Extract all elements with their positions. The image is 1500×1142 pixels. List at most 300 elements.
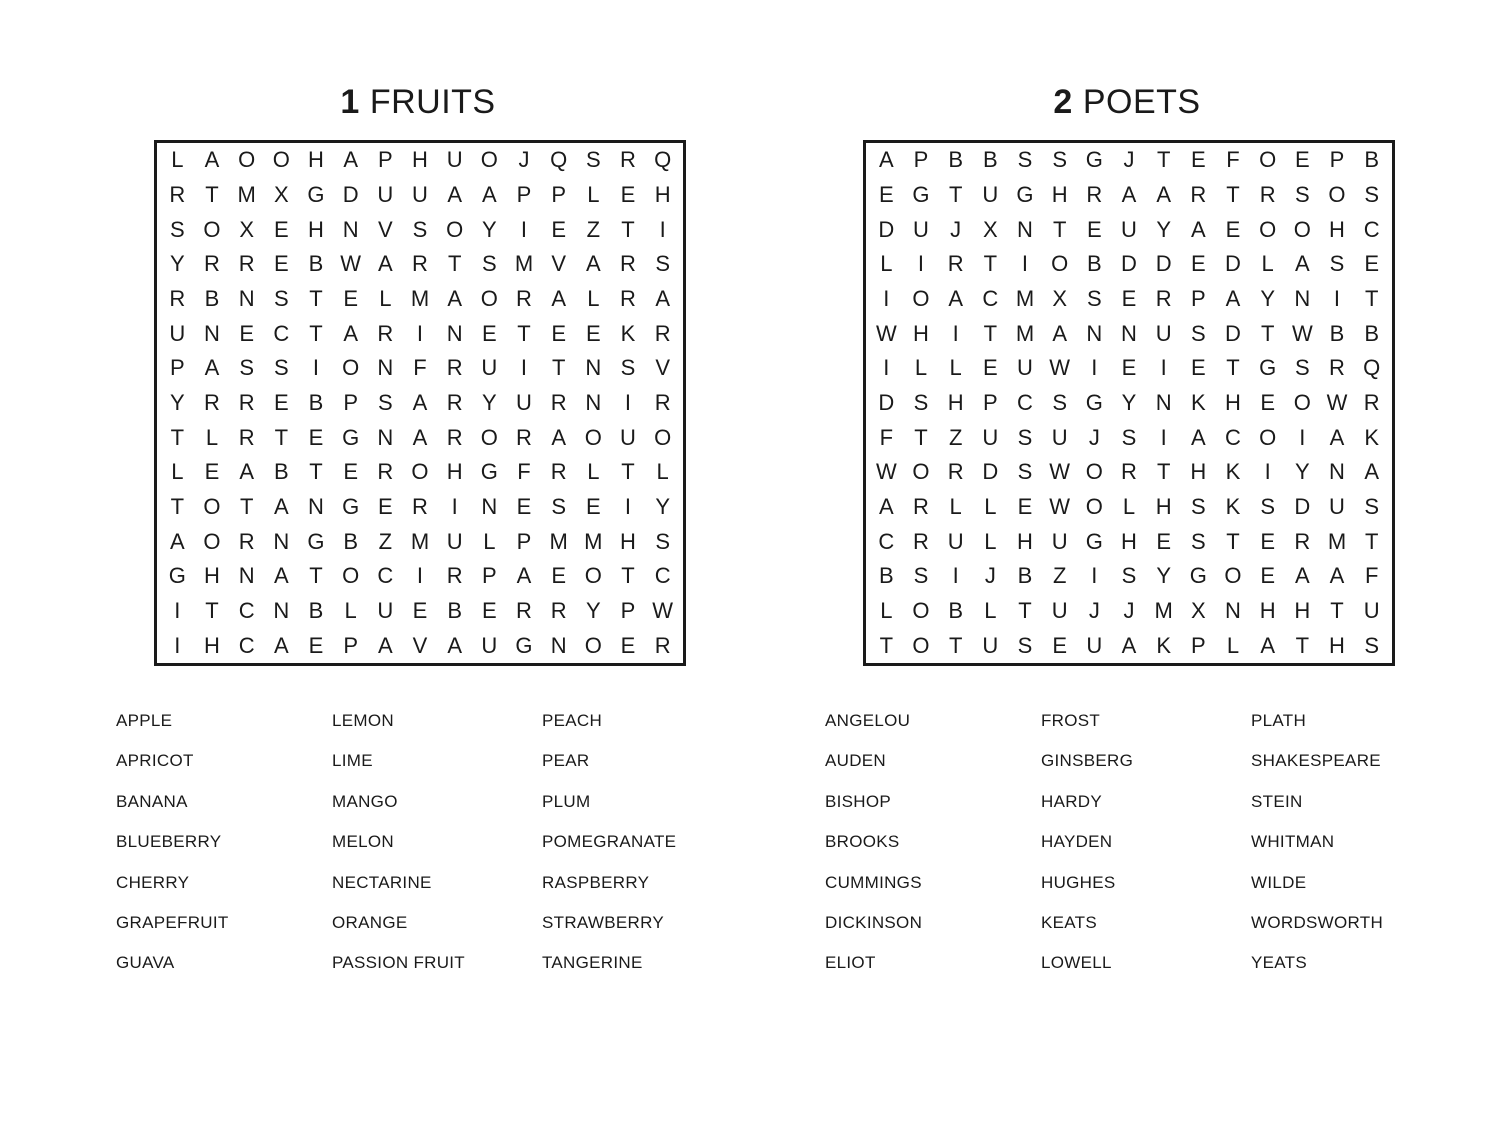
grid-letter[interactable]: R: [516, 285, 532, 311]
grid-letter[interactable]: S: [1190, 320, 1206, 346]
grid-letter[interactable]: U: [1086, 632, 1103, 658]
grid-letter[interactable]: D: [982, 459, 999, 485]
grid-letter[interactable]: H: [1017, 528, 1033, 554]
grid-letter[interactable]: U: [377, 597, 394, 623]
grid-letter[interactable]: R: [550, 389, 567, 415]
grid-letter[interactable]: T: [1018, 597, 1032, 623]
grid-letter[interactable]: A: [1329, 563, 1345, 589]
grid-letter[interactable]: O: [1259, 216, 1277, 242]
grid-letter[interactable]: O: [1328, 181, 1346, 207]
grid-letter[interactable]: E: [343, 459, 358, 485]
grid-letter[interactable]: O: [912, 632, 930, 658]
grid-letter[interactable]: X: [982, 216, 998, 242]
grid-letter[interactable]: S: [1294, 181, 1310, 207]
grid-letter[interactable]: P: [913, 147, 929, 173]
grid-letter[interactable]: H: [308, 147, 324, 173]
grid-letter[interactable]: A: [551, 285, 566, 311]
grid-letter[interactable]: H: [620, 528, 636, 554]
grid-letter[interactable]: I: [624, 389, 632, 415]
grid-letter[interactable]: A: [878, 147, 894, 173]
grid-letter[interactable]: E: [239, 320, 254, 346]
grid-letter[interactable]: I: [952, 320, 959, 346]
grid-letter[interactable]: L: [880, 597, 893, 623]
grid-letter[interactable]: H: [1051, 181, 1068, 207]
grid-letter[interactable]: S: [273, 285, 289, 311]
grid-letter[interactable]: J: [1123, 597, 1135, 623]
grid-letter[interactable]: O: [584, 632, 602, 658]
grid-letter[interactable]: N: [238, 563, 255, 589]
grid-letter[interactable]: S: [169, 216, 185, 242]
grid-letter[interactable]: A: [239, 459, 254, 485]
grid-letter[interactable]: U: [446, 528, 463, 554]
grid-letter[interactable]: B: [1329, 320, 1345, 346]
grid-letter[interactable]: A: [204, 355, 220, 381]
grid-letter[interactable]: N: [550, 632, 567, 658]
grid-letter[interactable]: L: [587, 181, 600, 207]
puzzle-1-letter-grid[interactable]: [154, 140, 686, 666]
grid-letter[interactable]: H: [1294, 597, 1311, 623]
grid-letter[interactable]: N: [273, 597, 290, 623]
grid-letter[interactable]: E: [551, 563, 566, 589]
grid-letter[interactable]: A: [204, 147, 220, 173]
grid-letter[interactable]: R: [550, 459, 567, 485]
grid-letter[interactable]: U: [481, 355, 498, 381]
grid-letter[interactable]: E: [1190, 147, 1206, 173]
grid-letter[interactable]: B: [982, 147, 998, 173]
grid-letter[interactable]: S: [913, 389, 929, 415]
grid-letter[interactable]: I: [520, 216, 528, 242]
grid-letter[interactable]: B: [343, 528, 358, 554]
grid-letter[interactable]: L: [483, 528, 496, 554]
grid-letter[interactable]: B: [1364, 320, 1379, 346]
grid-letter[interactable]: P: [551, 181, 566, 207]
grid-letter[interactable]: R: [377, 459, 394, 485]
grid-letter[interactable]: M: [1327, 528, 1347, 554]
grid-letter[interactable]: G: [307, 528, 325, 554]
grid-letter[interactable]: O: [203, 216, 221, 242]
grid-letter[interactable]: S: [551, 493, 566, 519]
grid-letter[interactable]: E: [273, 389, 289, 415]
grid-letter[interactable]: H: [446, 459, 463, 485]
grid-letter[interactable]: P: [169, 355, 185, 381]
grid-letter[interactable]: A: [1190, 424, 1206, 450]
grid-letter[interactable]: B: [1086, 251, 1102, 277]
grid-letter[interactable]: P: [481, 563, 497, 589]
grid-letter[interactable]: R: [238, 251, 255, 277]
grid-letter[interactable]: E: [1225, 216, 1241, 242]
grid-letter[interactable]: S: [1364, 493, 1379, 519]
grid-letter[interactable]: H: [1329, 632, 1345, 658]
grid-letter[interactable]: K: [1225, 493, 1241, 519]
grid-letter[interactable]: G: [1085, 147, 1103, 173]
grid-letter[interactable]: S: [1190, 493, 1206, 519]
grid-letter[interactable]: T: [239, 493, 254, 519]
grid-letter[interactable]: R: [446, 424, 463, 450]
grid-letter[interactable]: N: [308, 493, 324, 519]
grid-letter[interactable]: N: [585, 355, 602, 381]
grid-letter[interactable]: C: [982, 285, 999, 311]
grid-letter[interactable]: O: [584, 424, 602, 450]
grid-letter[interactable]: J: [1088, 597, 1100, 623]
grid-letter[interactable]: R: [238, 424, 255, 450]
grid-letter[interactable]: J: [1123, 147, 1135, 173]
grid-letter[interactable]: O: [912, 459, 930, 485]
grid-letter[interactable]: Z: [1052, 563, 1067, 589]
grid-letter[interactable]: G: [342, 424, 360, 450]
grid-letter[interactable]: E: [308, 424, 324, 450]
grid-letter[interactable]: U: [1363, 597, 1380, 623]
grid-letter[interactable]: R: [654, 320, 671, 346]
grid-letter[interactable]: E: [1190, 355, 1206, 381]
grid-letter[interactable]: U: [1051, 528, 1068, 554]
grid-letter[interactable]: P: [1190, 632, 1206, 658]
grid-letter[interactable]: E: [551, 216, 566, 242]
grid-letter[interactable]: O: [584, 563, 602, 589]
grid-letter[interactable]: C: [273, 320, 290, 346]
grid-letter[interactable]: R: [446, 355, 463, 381]
grid-letter[interactable]: A: [343, 320, 358, 346]
grid-letter[interactable]: G: [480, 459, 498, 485]
grid-letter[interactable]: E: [620, 181, 636, 207]
grid-letter[interactable]: S: [1086, 285, 1102, 311]
grid-letter[interactable]: I: [520, 355, 528, 381]
grid-letter[interactable]: S: [1017, 632, 1033, 658]
grid-letter[interactable]: N: [1086, 320, 1103, 346]
grid-letter[interactable]: M: [237, 181, 256, 207]
grid-letter[interactable]: R: [620, 147, 636, 173]
grid-letter[interactable]: W: [875, 459, 897, 485]
grid-letter[interactable]: A: [273, 563, 289, 589]
grid-letter[interactable]: A: [1260, 632, 1275, 658]
grid-letter[interactable]: J: [950, 216, 962, 242]
grid-letter[interactable]: S: [620, 355, 636, 381]
grid-letter[interactable]: T: [274, 424, 289, 450]
grid-letter[interactable]: C: [878, 528, 895, 554]
grid-letter[interactable]: O: [342, 355, 360, 381]
grid-letter[interactable]: N: [481, 493, 498, 519]
grid-letter[interactable]: I: [174, 597, 181, 623]
grid-letter[interactable]: Y: [1294, 459, 1310, 485]
grid-letter[interactable]: W: [340, 251, 362, 277]
grid-letter[interactable]: R: [913, 528, 929, 554]
grid-letter[interactable]: T: [1226, 355, 1240, 381]
grid-letter[interactable]: I: [312, 355, 320, 381]
grid-letter[interactable]: H: [204, 632, 220, 658]
grid-letter[interactable]: O: [1085, 459, 1103, 485]
grid-letter[interactable]: A: [551, 424, 566, 450]
grid-letter[interactable]: I: [1299, 424, 1306, 450]
grid-letter[interactable]: C: [377, 563, 394, 589]
grid-letter[interactable]: A: [1225, 285, 1241, 311]
grid-letter[interactable]: E: [620, 632, 636, 658]
grid-letter[interactable]: L: [379, 285, 392, 311]
grid-letter[interactable]: P: [343, 389, 358, 415]
grid-letter[interactable]: Y: [169, 251, 185, 277]
grid-letter[interactable]: P: [377, 147, 393, 173]
grid-letter[interactable]: I: [174, 632, 181, 658]
grid-letter[interactable]: L: [949, 355, 962, 381]
grid-letter[interactable]: K: [1156, 632, 1171, 658]
grid-letter[interactable]: O: [203, 528, 221, 554]
grid-letter[interactable]: X: [239, 216, 254, 242]
grid-letter[interactable]: N: [204, 320, 220, 346]
grid-letter[interactable]: E: [481, 597, 497, 623]
grid-letter[interactable]: K: [1225, 459, 1241, 485]
grid-letter[interactable]: G: [342, 493, 360, 519]
grid-letter[interactable]: D: [878, 216, 895, 242]
grid-letter[interactable]: R: [446, 563, 463, 589]
grid-letter[interactable]: S: [412, 216, 428, 242]
grid-letter[interactable]: L: [171, 459, 184, 485]
grid-letter[interactable]: U: [1329, 493, 1345, 519]
grid-letter[interactable]: I: [883, 355, 890, 381]
grid-letter[interactable]: E: [412, 597, 428, 623]
grid-letter[interactable]: U: [982, 424, 999, 450]
grid-letter[interactable]: H: [913, 320, 929, 346]
grid-letter[interactable]: I: [1160, 424, 1167, 450]
grid-letter[interactable]: H: [947, 389, 964, 415]
grid-letter[interactable]: T: [1260, 320, 1275, 346]
grid-letter[interactable]: R: [1086, 181, 1103, 207]
grid-letter[interactable]: W: [1049, 459, 1071, 485]
grid-letter[interactable]: U: [481, 632, 498, 658]
grid-letter[interactable]: R: [446, 389, 463, 415]
grid-letter[interactable]: M: [549, 528, 568, 554]
grid-letter[interactable]: U: [982, 181, 999, 207]
grid-letter[interactable]: S: [481, 251, 497, 277]
grid-letter[interactable]: T: [1295, 632, 1310, 658]
grid-letter[interactable]: R: [654, 632, 671, 658]
grid-letter[interactable]: E: [1052, 632, 1067, 658]
grid-letter[interactable]: N: [342, 216, 359, 242]
grid-letter[interactable]: A: [516, 563, 532, 589]
grid-letter[interactable]: O: [1085, 493, 1103, 519]
grid-letter[interactable]: I: [1021, 251, 1029, 277]
grid-letter[interactable]: E: [516, 493, 532, 519]
grid-letter[interactable]: L: [1226, 632, 1240, 658]
grid-letter[interactable]: I: [1091, 563, 1098, 589]
grid-letter[interactable]: E: [585, 493, 601, 519]
grid-letter[interactable]: T: [1226, 528, 1240, 554]
grid-letter[interactable]: W: [875, 320, 897, 346]
grid-letter[interactable]: A: [1052, 320, 1067, 346]
grid-letter[interactable]: U: [169, 320, 186, 346]
grid-letter[interactable]: H: [1190, 459, 1207, 485]
grid-letter[interactable]: T: [205, 597, 219, 623]
grid-letter[interactable]: B: [948, 597, 963, 623]
grid-letter[interactable]: F: [1364, 563, 1379, 589]
grid-letter[interactable]: E: [878, 181, 894, 207]
grid-letter[interactable]: S: [1364, 632, 1379, 658]
grid-letter[interactable]: S: [1017, 459, 1033, 485]
grid-letter[interactable]: R: [412, 493, 428, 519]
grid-letter[interactable]: M: [1015, 285, 1035, 311]
grid-letter[interactable]: O: [480, 147, 498, 173]
puzzle-2-letter-grid[interactable]: [863, 140, 1395, 666]
grid-letter[interactable]: I: [917, 251, 925, 277]
grid-letter[interactable]: R: [620, 251, 636, 277]
grid-letter[interactable]: R: [654, 389, 671, 415]
grid-letter[interactable]: G: [168, 563, 186, 589]
grid-letter[interactable]: A: [377, 632, 393, 658]
grid-letter[interactable]: G: [1259, 355, 1277, 381]
grid-letter[interactable]: I: [1160, 355, 1167, 381]
grid-letter[interactable]: U: [1155, 320, 1172, 346]
grid-letter[interactable]: A: [585, 251, 601, 277]
grid-letter[interactable]: D: [1225, 320, 1241, 346]
grid-letter[interactable]: S: [273, 355, 289, 381]
grid-letter[interactable]: E: [1017, 493, 1033, 519]
grid-letter[interactable]: A: [273, 493, 289, 519]
grid-letter[interactable]: O: [1259, 424, 1277, 450]
grid-letter[interactable]: P: [620, 597, 636, 623]
grid-letter[interactable]: U: [913, 216, 929, 242]
grid-letter[interactable]: A: [1364, 459, 1379, 485]
grid-letter[interactable]: I: [1333, 285, 1341, 311]
grid-letter[interactable]: B: [273, 459, 289, 485]
grid-letter[interactable]: S: [1017, 424, 1033, 450]
grid-letter[interactable]: T: [309, 459, 323, 485]
grid-letter[interactable]: T: [1364, 528, 1379, 554]
grid-letter[interactable]: O: [238, 147, 256, 173]
grid-letter[interactable]: S: [585, 147, 601, 173]
grid-letter[interactable]: K: [1364, 424, 1379, 450]
grid-letter[interactable]: O: [203, 493, 221, 519]
grid-letter[interactable]: O: [1293, 389, 1311, 415]
grid-letter[interactable]: A: [948, 285, 963, 311]
grid-letter[interactable]: T: [621, 563, 635, 589]
grid-letter[interactable]: T: [983, 251, 998, 277]
grid-letter[interactable]: B: [1017, 563, 1033, 589]
grid-letter[interactable]: H: [654, 181, 671, 207]
grid-letter[interactable]: Y: [1260, 285, 1275, 311]
grid-letter[interactable]: T: [1156, 147, 1171, 173]
grid-letter[interactable]: O: [480, 424, 498, 450]
grid-letter[interactable]: Z: [378, 528, 393, 554]
grid-letter[interactable]: T: [879, 632, 894, 658]
grid-letter[interactable]: T: [517, 320, 531, 346]
grid-letter[interactable]: N: [585, 389, 602, 415]
grid-letter[interactable]: R: [947, 251, 964, 277]
grid-letter[interactable]: A: [447, 285, 462, 311]
grid-letter[interactable]: R: [204, 251, 220, 277]
grid-letter[interactable]: A: [1294, 563, 1310, 589]
grid-letter[interactable]: E: [1121, 285, 1137, 311]
grid-letter[interactable]: Y: [1156, 216, 1171, 242]
grid-letter[interactable]: O: [1051, 251, 1069, 277]
grid-letter[interactable]: O: [912, 597, 930, 623]
grid-letter[interactable]: R: [412, 251, 428, 277]
grid-letter[interactable]: A: [447, 181, 462, 207]
grid-letter[interactable]: E: [308, 632, 324, 658]
grid-letter[interactable]: B: [878, 563, 894, 589]
grid-letter[interactable]: U: [1017, 355, 1033, 381]
grid-letter[interactable]: V: [551, 251, 566, 277]
grid-letter[interactable]: A: [447, 632, 462, 658]
grid-letter[interactable]: R: [1329, 355, 1345, 381]
grid-letter[interactable]: V: [655, 355, 670, 381]
grid-letter[interactable]: U: [1051, 424, 1068, 450]
grid-letter[interactable]: T: [621, 216, 635, 242]
grid-letter[interactable]: N: [377, 355, 394, 381]
grid-letter[interactable]: T: [1226, 181, 1240, 207]
grid-letter[interactable]: L: [1122, 493, 1136, 519]
grid-letter[interactable]: W: [652, 597, 674, 623]
grid-letter[interactable]: L: [984, 597, 997, 623]
grid-letter[interactable]: T: [1364, 285, 1379, 311]
grid-letter[interactable]: P: [343, 632, 358, 658]
grid-letter[interactable]: M: [1154, 597, 1173, 623]
grid-letter[interactable]: H: [1329, 216, 1345, 242]
grid-letter[interactable]: B: [948, 147, 963, 173]
grid-letter[interactable]: L: [344, 597, 357, 623]
grid-letter[interactable]: S: [655, 528, 670, 554]
grid-letter[interactable]: B: [308, 251, 324, 277]
grid-letter[interactable]: U: [1051, 597, 1068, 623]
grid-letter[interactable]: A: [1121, 632, 1137, 658]
grid-letter[interactable]: I: [1264, 459, 1271, 485]
grid-letter[interactable]: S: [239, 355, 254, 381]
grid-letter[interactable]: K: [620, 320, 636, 346]
grid-letter[interactable]: T: [1330, 597, 1344, 623]
grid-letter[interactable]: S: [1190, 528, 1206, 554]
grid-letter[interactable]: R: [1294, 528, 1311, 554]
grid-letter[interactable]: H: [1121, 528, 1137, 554]
grid-letter[interactable]: B: [308, 597, 324, 623]
grid-letter[interactable]: R: [516, 424, 532, 450]
grid-letter[interactable]: Y: [1121, 389, 1137, 415]
grid-letter[interactable]: A: [1294, 251, 1310, 277]
grid-letter[interactable]: E: [982, 355, 998, 381]
grid-letter[interactable]: Y: [481, 216, 497, 242]
grid-letter[interactable]: I: [952, 563, 959, 589]
grid-letter[interactable]: H: [308, 216, 324, 242]
grid-letter[interactable]: O: [1259, 147, 1277, 173]
grid-letter[interactable]: E: [585, 320, 601, 346]
grid-letter[interactable]: T: [621, 459, 635, 485]
grid-letter[interactable]: Z: [948, 424, 963, 450]
grid-letter[interactable]: I: [624, 493, 632, 519]
grid-letter[interactable]: W: [1291, 320, 1313, 346]
grid-letter[interactable]: A: [655, 285, 670, 311]
grid-letter[interactable]: N: [446, 320, 463, 346]
grid-letter[interactable]: N: [238, 285, 255, 311]
grid-letter[interactable]: Q: [1363, 355, 1381, 381]
grid-letter[interactable]: S: [1052, 389, 1067, 415]
grid-letter[interactable]: A: [343, 147, 358, 173]
grid-letter[interactable]: Q: [654, 147, 672, 173]
grid-letter[interactable]: F: [517, 459, 531, 485]
grid-letter[interactable]: E: [1121, 355, 1137, 381]
grid-letter[interactable]: N: [1121, 320, 1137, 346]
grid-letter[interactable]: L: [914, 355, 928, 381]
grid-letter[interactable]: Y: [481, 389, 497, 415]
grid-letter[interactable]: E: [1260, 563, 1275, 589]
grid-letter[interactable]: R: [550, 597, 567, 623]
grid-letter[interactable]: U: [516, 389, 532, 415]
grid-letter[interactable]: T: [551, 355, 566, 381]
grid-letter[interactable]: J: [1088, 424, 1100, 450]
grid-letter[interactable]: I: [416, 563, 424, 589]
grid-letter[interactable]: L: [205, 424, 219, 450]
grid-letter[interactable]: E: [1260, 528, 1275, 554]
grid-letter[interactable]: R: [238, 389, 255, 415]
grid-letter[interactable]: Y: [585, 597, 601, 623]
grid-letter[interactable]: C: [1225, 424, 1241, 450]
grid-letter[interactable]: X: [1052, 285, 1067, 311]
grid-letter[interactable]: O: [654, 424, 672, 450]
grid-letter[interactable]: A: [1156, 181, 1171, 207]
